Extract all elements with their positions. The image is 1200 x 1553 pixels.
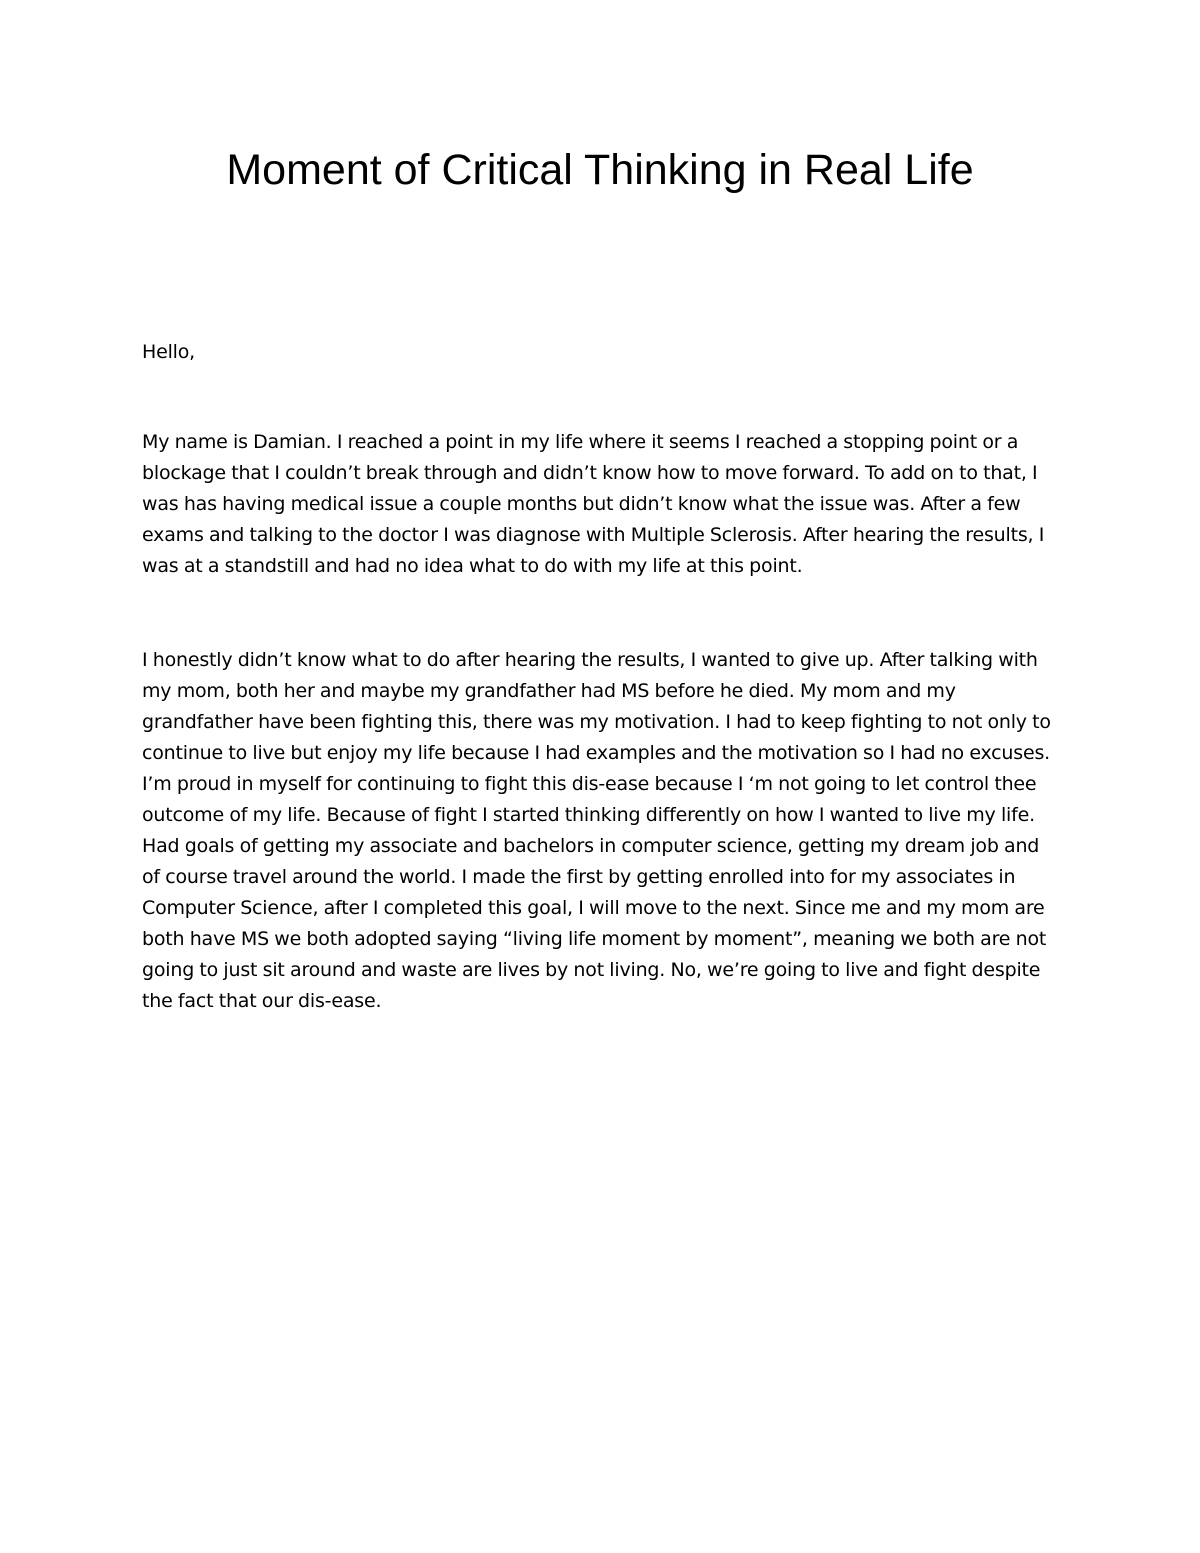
document-title: Moment of Critical Thinking in Real Life (226, 146, 974, 194)
greeting: Hello, (142, 341, 195, 363)
paragraph-motivation: I honestly didn’t know what to do after hearing the results, I wanted to give up. After talking with my mom, both her and maybe my grandfather had MS before he died. My mom and my grandfather have been fighting this, there was my motivation. I had to keep fighting to not only to continue to live but enjoy my life because I had examples and the motivation so I had no excuses. I’m proud in myself for continuing to fight this dis-ease because I ‘m not going to let control thee outcome of my life. Because of fight I started thinking differently on how I wanted to live my life. Had goals of getting my associate and bachelors in computer science, getting my dream job and of course travel around the world. I made the first by getting enrolled into for my associates in Computer Science, after I completed this goal, I will move to the next. Since me and my mom are both have MS we both adopted saying “living life moment by moment”, meaning we both are not going to just sit around and waste are lives by not living. No, we’re going to live and fight despite the fact that our dis-ease. (142, 649, 1051, 1012)
paragraph-intro: My name is Damian. I reached a point in my life where it seems I reached a stopping point or a blockage that I couldn’t break through and didn’t know how to move forward. To add on to that, I was has having medical issue a couple months but didn’t know what the issue was. After a few exams and talking to the doctor I was diagnose with Multiple Sclerosis. After hearing the results, I was at a standstill and had no idea what to do with my life at this point. (142, 431, 1045, 577)
